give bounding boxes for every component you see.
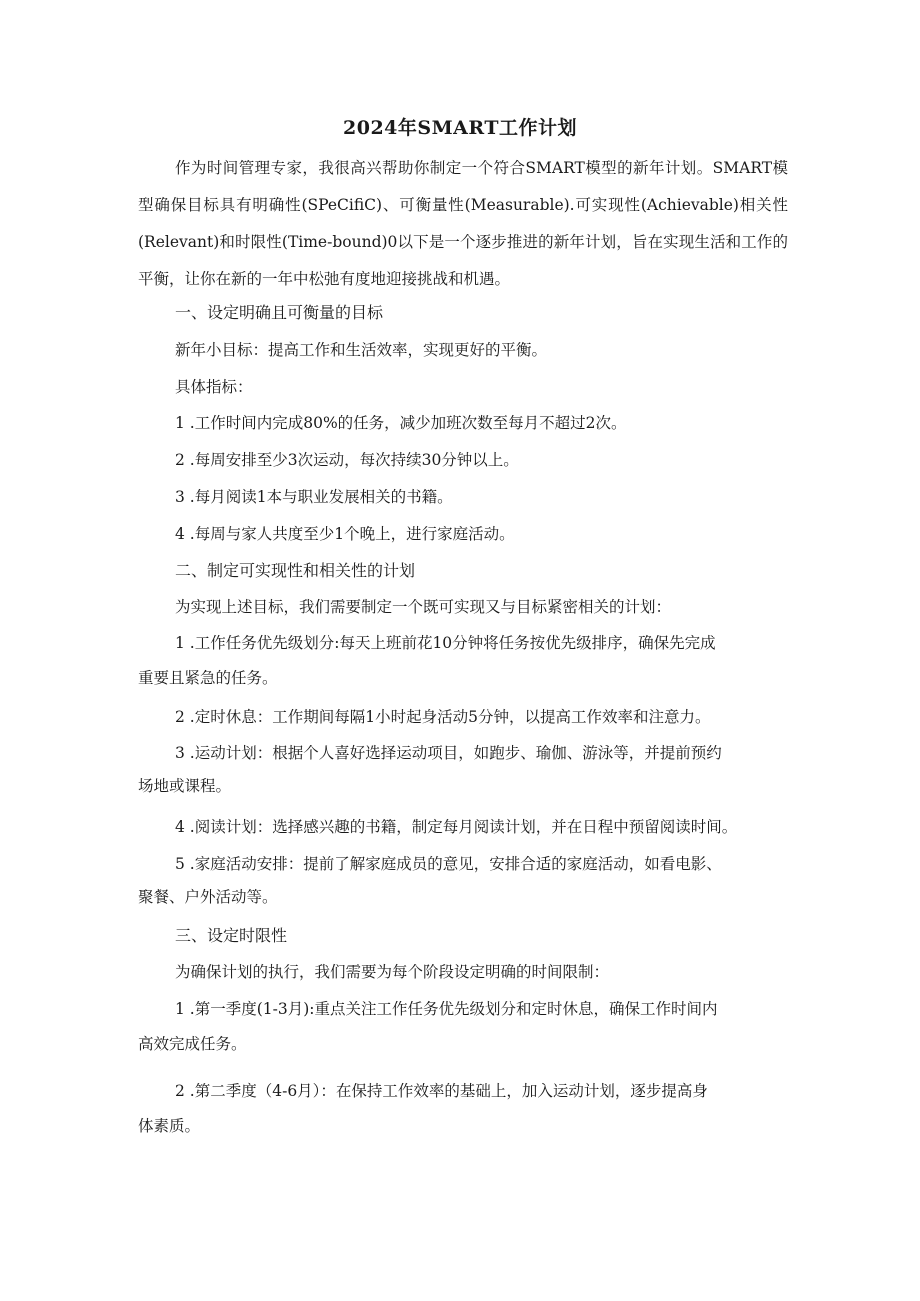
- section3-intro: 为确保计划的执行，我们需要为每个阶段设定明确的时间限制：: [175, 963, 610, 981]
- section2-item-4: 4 .阅读计划：选择感兴趣的书籍，制定每月阅读计划，并在日程中预留阅读时间。: [175, 818, 738, 836]
- section2-item-3-line-2: 场地或课程。: [138, 777, 232, 795]
- section1-indicators-label: 具体指标：: [175, 378, 253, 396]
- section1-item-1: 1 .工作时间内完成80%的任务，减少加班次数至每月不超过2次。: [175, 414, 627, 432]
- section3-heading: 三、设定时限性: [175, 926, 288, 945]
- section3-item-2-line-1: 2 .第二季度（4-6月）：在保持工作效率的基础上，加入运动计划，逐步提高身: [175, 1082, 708, 1100]
- section2-intro: 为实现上述目标，我们需要制定一个既可实现又与目标紧密相关的计划：: [175, 598, 672, 616]
- section3-item-1-line-2: 高效完成任务。: [138, 1035, 247, 1053]
- section2-item-5-line-2: 聚餐、户外活动等。: [138, 888, 278, 906]
- section1-item-3: 3 .每月阅读1本与职业发展相关的书籍。: [175, 488, 453, 506]
- section2-item-1-line-1: 1 .工作任务优先级划分:每天上班前花10分钟将任务按优先级排序，确保先完成: [175, 634, 716, 652]
- section1-item-2: 2 .每周安排至少3次运动，每次持续30分钟以上。: [175, 451, 519, 469]
- section3-item-1-line-1: 1 .第一季度(1-3月):重点关注工作任务优先级划分和定时休息，确保工作时间内: [175, 1000, 718, 1018]
- section3-item-2-line-2: 体素质。: [138, 1117, 201, 1135]
- document-title: 2024年SMART工作计划: [343, 117, 577, 139]
- section2-item-3-line-1: 3 .运动计划：根据个人喜好选择运动项目，如跑步、瑜伽、游泳等，并提前预约: [175, 744, 722, 762]
- section2-item-5-line-1: 5 .家庭活动安排：提前了解家庭成员的意见，安排合适的家庭活动，如看电影、: [175, 855, 722, 873]
- section2-item-2: 2 .定时休息：工作期间每隔1小时起身活动5分钟，以提高工作效率和注意力。: [175, 708, 711, 726]
- section1-heading: 一、设定明确且可衡量的目标: [175, 303, 384, 322]
- section2-heading: 二、制定可实现性和相关性的计划: [175, 561, 416, 580]
- section2-item-1-line-2: 重要且紧急的任务。: [138, 669, 278, 687]
- section1-goal: 新年小目标：提高工作和生活效率，实现更好的平衡。: [175, 341, 548, 359]
- intro-paragraph: 作为时间管理专家，我很高兴帮助你制定一个符合SMART模型的新年计划。SMART模型确保目标具有明确性(SPeCifiC)、可衡量性(Measurable).可实现性(Achievable)相关性(Relevant)和时限性(Time-bound)0以下是一个逐步推进的新年计划，旨在实现生活和工作的平衡，让你在新的一年中松弛有度地迎接挑战和机遇。: [138, 159, 788, 288]
- section1-item-4: 4 .每周与家人共度至少1个晚上，进行家庭活动。: [175, 525, 515, 543]
